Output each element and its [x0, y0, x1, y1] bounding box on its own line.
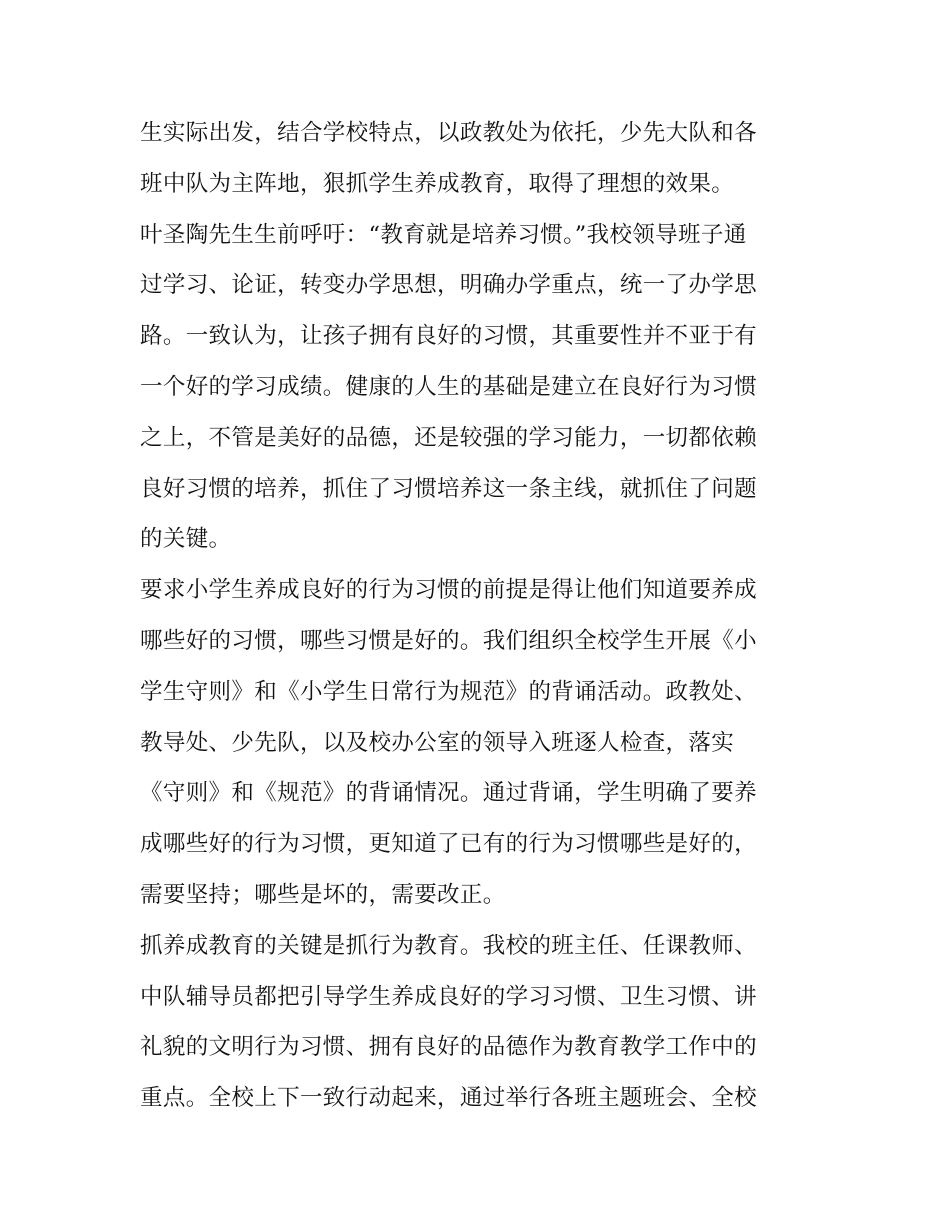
text-line: 路。一致认为，让孩子拥有良好的习惯，其重要性并不亚于有 — [140, 323, 757, 350]
text-line: 要求小学生养成良好的行为习惯的前提是得让他们知道要养成 — [140, 577, 757, 604]
text-line: 成哪些好的行为习惯，更知道了已有的行为习惯哪些是好的， — [140, 831, 757, 858]
text-line: 学生守则》和《小学生日常行为规范》的背诵活动。政教处、 — [140, 678, 757, 705]
text-line: 过学习、论证，转变办学思想，明确办学重点，统一了办学思 — [140, 272, 757, 299]
text-line: 叶圣陶先生生前呼吁：“教育就是培养习惯。”我校领导班子通 — [140, 221, 747, 248]
text-line: 一个好的学习成绩。健康的人生的基础是建立在良好行为习惯 — [140, 373, 757, 400]
text-line: 生实际出发，结合学校特点，以政教处为依托，少先大队和各 — [140, 120, 757, 146]
text-line: 抓养成教育的关键是抓行为教育。我校的班主任、任课教师、 — [140, 932, 757, 959]
text-line: 班中队为主阵地，狠抓学生养成教育，取得了理想的效果。 — [140, 170, 735, 197]
text-line: 重点。全校上下一致行动起来，通过举行各班主题班会、全校 — [140, 1085, 757, 1112]
text-line: 之上，不管是美好的品德，还是较强的学习能力，一切都依赖 — [140, 424, 757, 451]
text-line: 《守则》和《规范》的背诵情况。通过背诵，学生明确了要养 — [140, 780, 757, 807]
text-line: 良好习惯的培养，抓住了习惯培养这一条主线，就抓住了问题 — [140, 475, 757, 502]
text-line: 教导处、少先队，以及校办公室的领导入班逐人检查，落实 — [140, 729, 735, 756]
text-line: 需要坚持；哪些是坏的，需要改正。 — [140, 881, 506, 908]
text-line: 哪些好的习惯，哪些习惯是好的。我们组织全校学生开展《小 — [140, 627, 757, 654]
text-line: 中队辅导员都把引导学生养成良好的学习习惯、卫生习惯、讲 — [140, 983, 757, 1010]
text-line: 礼貌的文明行为习惯、拥有良好的品德作为教育教学工作中的 — [140, 1034, 757, 1061]
text-line: 的关键。 — [140, 526, 232, 553]
body-text — [140, 108, 830, 1124]
